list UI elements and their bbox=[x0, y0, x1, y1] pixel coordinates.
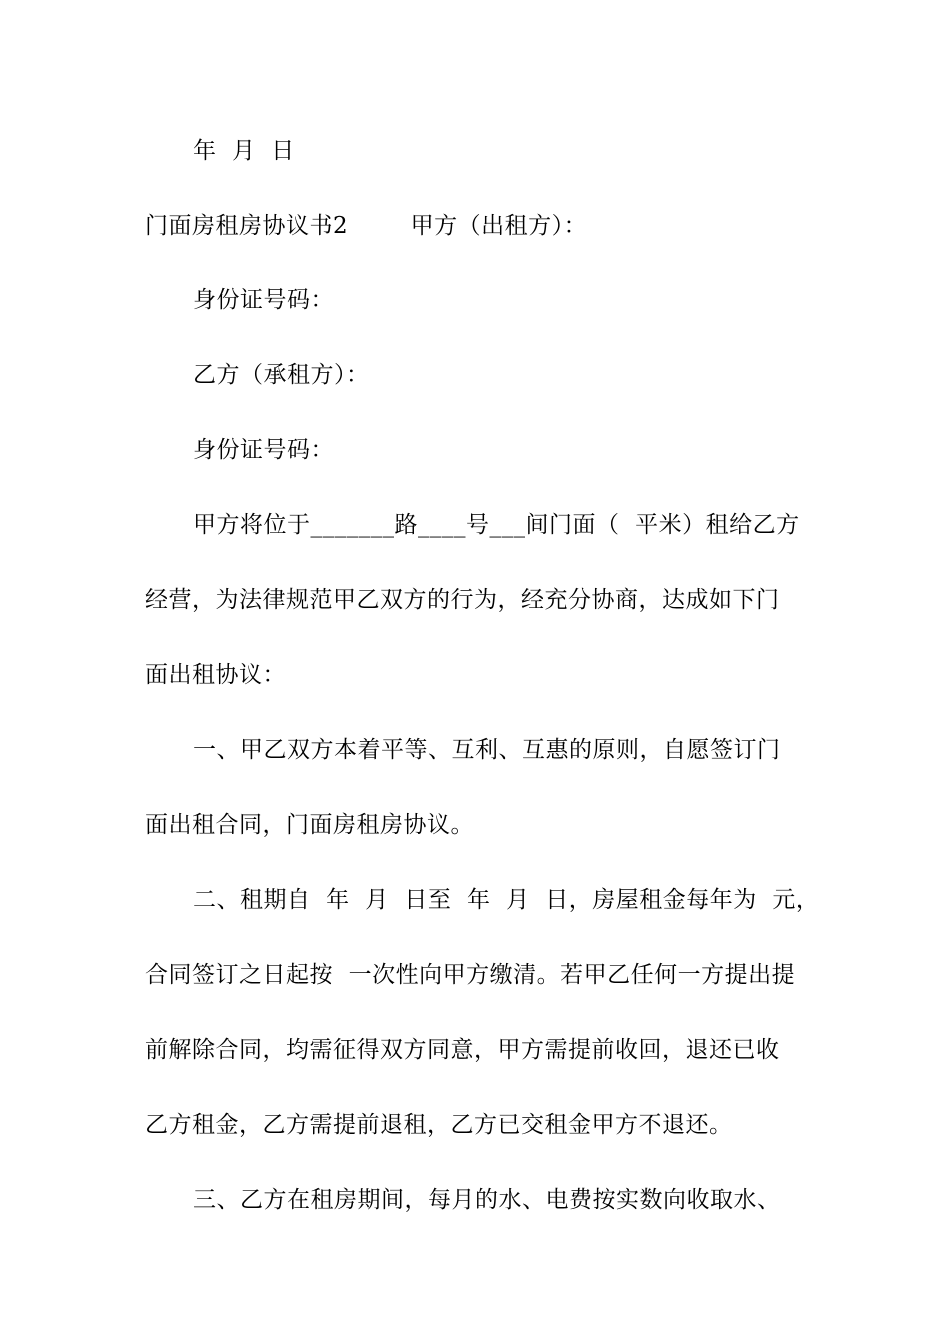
party-a-id-line: 身份证号码： bbox=[193, 287, 334, 313]
paragraph-line: 三、乙方在租房期间，每月的水、电费按实数向收取水、 bbox=[193, 1187, 781, 1213]
paragraph-line: 面出租合同，门面房租房协议。 bbox=[145, 812, 474, 838]
paragraph-line: 乙方租金，乙方需提前退租，乙方已交租金甲方不退还。 bbox=[145, 1112, 733, 1138]
date-line: 年 月 日 bbox=[193, 138, 295, 164]
paragraph-line: 合同签订之日起按 一次性向甲方缴清。若甲乙任何一方提出提 bbox=[145, 962, 796, 988]
party-b-line: 乙方（承租方）： bbox=[193, 362, 370, 388]
paragraph-line: 一、甲乙双方本着平等、互利、互惠的原则，自愿签订门 bbox=[193, 737, 781, 763]
paragraph-line: 前解除合同，均需征得双方同意，甲方需提前收回，退还已收 bbox=[145, 1037, 780, 1063]
paragraph-line: 二、租期自 年 月 日至 年 月 日，房屋租金每年为 元， bbox=[193, 887, 820, 913]
party-b-id-line: 身份证号码： bbox=[193, 437, 334, 463]
paragraph-line: 面出租协议： bbox=[145, 662, 286, 688]
paragraph-line: 甲方将位于_______路____号___间门面（ 平米）租给乙方 bbox=[193, 512, 800, 538]
title-and-party-a-line: 门面房租房协议书2 甲方（出租方）： bbox=[145, 213, 588, 239]
paragraph-line: 经营，为法律规范甲乙双方的行为，经充分协商，达成如下门 bbox=[145, 587, 780, 613]
